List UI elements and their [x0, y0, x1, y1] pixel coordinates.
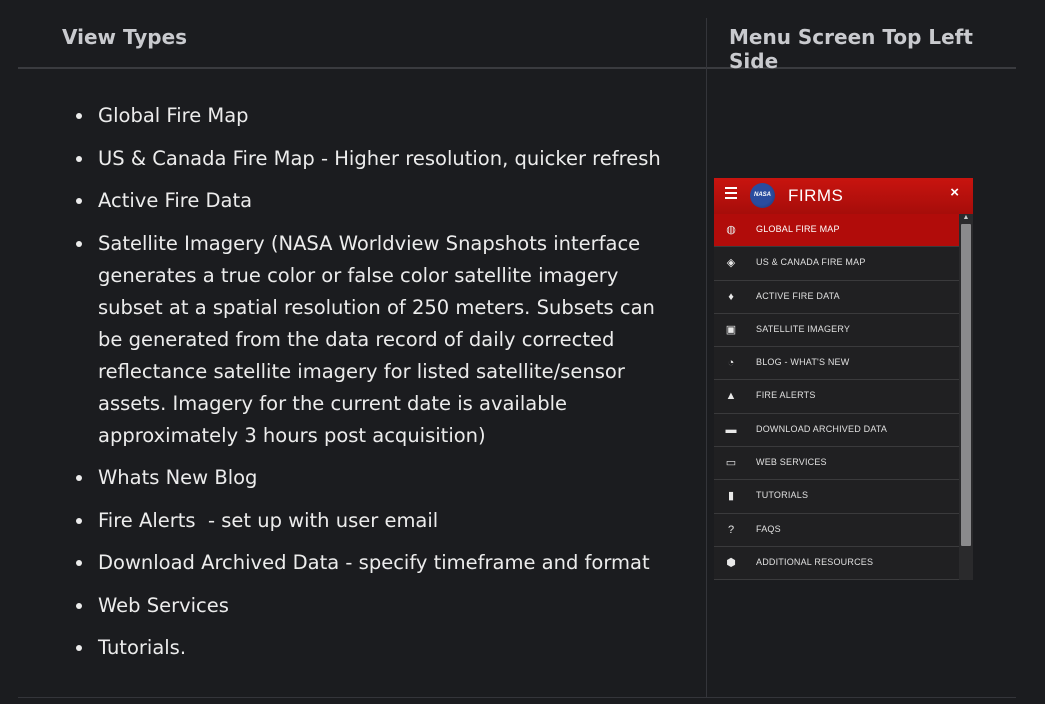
list-item: Satellite Imagery (NASA Worldview Snapshots interface generates a true color or false color satellite imagery subset at a spatial resolution of 250 meters. Subsets can be generated from the data record of daily corrected reflectance satellite imagery for listed satellite/sensor assets. Imagery for the current date is available approximately 3 hours post acquisition) [76, 228, 681, 452]
firms-menu-item-label: ADDITIONAL RESOURCES [756, 556, 874, 567]
firms-menu-item-label: WEB SERVICES [756, 457, 827, 468]
fire-icon: ♦ [728, 290, 734, 303]
rss-icon: ◔ [727, 357, 735, 370]
globe-icon: ◍ [726, 224, 736, 236]
list-item: Global Fire Map [76, 100, 681, 132]
firms-menu-item-label: ACTIVE FIRE DATA [756, 290, 840, 301]
firms-menu-item[interactable] [714, 214, 959, 247]
list-item: US & Canada Fire Map - Higher resolution, quicker refresh [76, 143, 681, 175]
scrollbar-thumb[interactable] [961, 224, 971, 546]
column-divider [706, 18, 707, 698]
firms-menu-item[interactable] [714, 247, 959, 280]
col-header-view-types: View Types [62, 25, 188, 49]
bullet-icon [76, 156, 82, 162]
scrollbar[interactable] [959, 214, 973, 580]
book-icon: ▮ [727, 490, 735, 503]
firms-menu-item-label: BLOG - WHAT'S NEW [756, 357, 850, 368]
bullet-icon [76, 518, 82, 524]
view-types-list [76, 100, 681, 675]
firms-menu-item-label: FIRE ALERTS [756, 390, 816, 401]
firms-menu-item[interactable] [714, 514, 959, 547]
image-icon: ▣ [725, 323, 737, 336]
firms-menu-list [714, 214, 959, 580]
cube-icon: ⬢ [726, 556, 736, 569]
table-header-row [18, 0, 1016, 73]
firms-menu-item-label: US & CANADA FIRE MAP [756, 257, 866, 268]
list-item: Web Services [76, 590, 681, 622]
archive-icon: ▬ [725, 423, 737, 436]
firms-header [714, 178, 973, 214]
bullet-icon [76, 241, 82, 247]
question-icon: ? [727, 523, 735, 536]
firms-menu-screenshot [714, 178, 973, 580]
bullet-icon [76, 475, 82, 481]
list-item: Tutorials. [76, 632, 681, 664]
bell-icon: ▲ [725, 390, 737, 403]
firms-menu-item[interactable] [714, 547, 959, 580]
firms-menu-item[interactable] [714, 380, 959, 413]
list-item: Active Fire Data [76, 185, 681, 217]
firms-menu-item[interactable] [714, 414, 959, 447]
nasa-logo: NASA [750, 183, 775, 208]
list-item: Download Archived Data - specify timeframe and format [76, 547, 681, 579]
firms-menu-item[interactable] [714, 314, 959, 347]
bullet-icon [76, 198, 82, 204]
monitor-icon: ▭ [725, 457, 737, 470]
firms-menu-item-label: GLOBAL FIRE MAP [756, 224, 840, 234]
list-item: Whats New Blog [76, 462, 681, 494]
list-item: Fire Alerts - set up with user email [76, 505, 681, 537]
firms-menu-item-label: SATELLITE IMAGERY [756, 323, 851, 334]
col-header-menu-screen: Menu Screen Top Left Side [729, 25, 973, 73]
firms-menu-item[interactable] [714, 347, 959, 380]
table-bottom-border [18, 697, 1016, 698]
firms-menu-item-label: TUTORIALS [756, 490, 809, 501]
firms-menu-item-label: FAQS [756, 523, 781, 534]
bullet-icon [76, 645, 82, 651]
bullet-icon [76, 560, 82, 566]
firms-menu-item-label: DOWNLOAD ARCHIVED DATA [756, 423, 888, 434]
firms-menu-item[interactable] [714, 480, 959, 513]
scroll-up-icon[interactable]: ▲ [962, 214, 970, 221]
firms-menu-item[interactable] [714, 447, 959, 480]
firms-menu-item[interactable] [714, 281, 959, 314]
bullet-icon [76, 113, 82, 119]
map-icon: ◈ [726, 257, 736, 270]
firms-title: FIRMS [788, 186, 844, 205]
close-icon[interactable]: × [950, 184, 959, 201]
hamburger-icon[interactable] [725, 187, 737, 199]
bullet-icon [76, 603, 82, 609]
